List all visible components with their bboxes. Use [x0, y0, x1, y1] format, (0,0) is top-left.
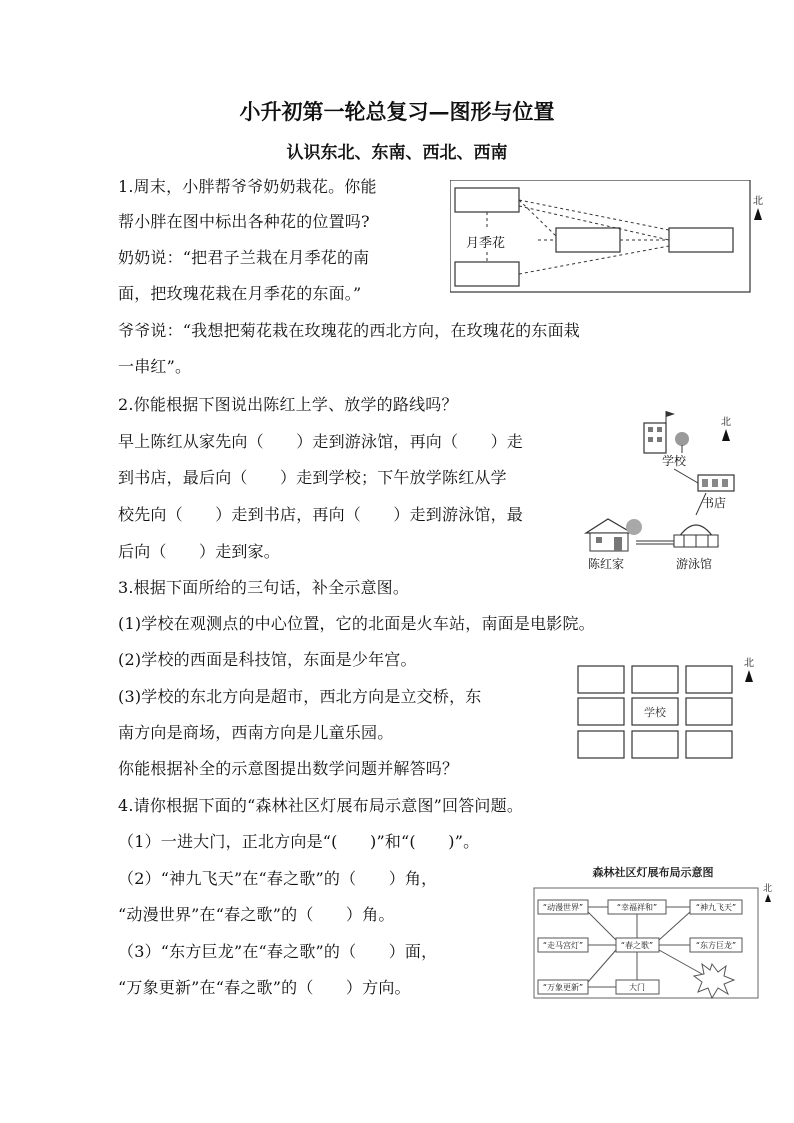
north-arrow-icon	[754, 208, 762, 220]
flower-box-middle[interactable]	[556, 228, 620, 252]
q2-line: 到书店，最后向（ ）走到学校；下午放学陈红从学	[118, 468, 507, 487]
home-house-icon	[586, 519, 642, 551]
north-arrow-icon	[765, 894, 771, 902]
pool-building-icon	[674, 525, 718, 547]
grid-cell-sw[interactable]	[578, 731, 624, 758]
flower-box-top[interactable]	[455, 188, 519, 212]
lantern-shenjiu-label: “神九飞天”	[695, 903, 737, 912]
q3-line: 3.根据下面所给的三句话，补全示意图。	[118, 578, 410, 597]
route-school-bookstore	[674, 469, 698, 483]
q3-grid-diagram	[574, 654, 774, 769]
grid-cell-w[interactable]	[578, 698, 624, 725]
grid-cell-n[interactable]	[632, 666, 678, 693]
north-label: 北	[753, 196, 763, 207]
north-label: 北	[721, 417, 731, 428]
page-title: 小升初第一轮总复习—图形与位置	[239, 99, 555, 124]
q1-line: 奶奶说：“把君子兰栽在月季花的南	[118, 248, 370, 267]
q3-line: (3)学校的东北方向是超市，西北方向是立交桥，东	[118, 687, 482, 706]
grid-cell-s[interactable]	[632, 731, 678, 758]
q4-line: （3）“东方巨龙”在“春之歌”的（ ）面，	[118, 942, 438, 961]
q2-line: 2.你能根据下图说出陈红上学、放学的路线吗？	[118, 395, 458, 414]
lantern-dongman-label: “动漫世界”	[542, 903, 584, 912]
grid-cell-se[interactable]	[686, 731, 732, 758]
north-arrow-icon	[745, 670, 753, 682]
north-label: 北	[744, 658, 754, 669]
grid-cell-e[interactable]	[686, 698, 732, 725]
q4-line: “动漫世界”在“春之歌”的（ ）角。	[118, 905, 395, 924]
q1-diagram	[450, 180, 770, 300]
q1-line: 一串红”。	[118, 357, 192, 376]
q4-line: （2）“神九飞天”在“春之歌”的（ ）角，	[118, 869, 438, 888]
q4-line: “万象更新”在“春之歌”的（ ）方向。	[118, 978, 411, 997]
lantern-map-title: 森林社区灯展布局示意图	[592, 866, 714, 879]
q4-line: （1）一进大门，正北方向是“( )”和“( )”。	[118, 832, 480, 851]
flower-box-bottom[interactable]	[455, 262, 519, 286]
q1-line: 面，把玫瑰花栽在月季花的东面。”	[118, 284, 362, 303]
home-label: 陈红家	[588, 557, 625, 571]
lantern-wanxiang-label: “万象更新”	[542, 983, 584, 992]
north-label: 北	[763, 884, 773, 894]
q4-lantern-map	[526, 858, 780, 1003]
school-label: 学校	[662, 454, 687, 468]
bookstore-label: 书店	[702, 496, 727, 510]
label-yuejihua: 月季花	[466, 236, 506, 251]
lantern-xingfu-label: “幸福祥和”	[616, 903, 658, 912]
grid-cell-ne[interactable]	[686, 666, 732, 693]
q3-line: 你能根据补全的示意图提出数学问题并解答吗？	[118, 759, 459, 778]
lantern-chunzhige-label: “春之歌”	[620, 941, 654, 950]
north-arrow-icon	[722, 429, 730, 441]
flower-box-right[interactable]	[669, 228, 733, 252]
pool-label: 游泳馆	[676, 557, 713, 571]
q2-line: 校先向（ ）走到书店，再向（ ）走到游泳馆，最	[118, 505, 524, 524]
q3-line: (2)学校的西面是科技馆，东面是少年宫。	[118, 650, 417, 669]
school-building-icon	[644, 411, 689, 453]
q1-line: 帮小胖在图中标出各种花的位置吗?	[118, 212, 370, 231]
q4-line: 4.请你根据下面的“森林社区灯展布局示意图”回答问题。	[118, 796, 524, 815]
lantern-damen-label: 大门	[629, 983, 645, 992]
q3-line: 南方向是商场，西南方向是儿童乐园。	[118, 723, 394, 742]
lantern-dongfang-label: “东方巨龙”	[695, 941, 737, 950]
grid-cell-nw[interactable]	[578, 666, 624, 693]
q2-line: 早上陈红从家先向（ ）走到游泳馆，再向（ ）走	[118, 432, 524, 451]
q1-line: 爷爷说：“我想把菊花栽在玫瑰花的西北方向，在玫瑰花的东面栽	[118, 321, 580, 340]
bookstore-icon	[698, 475, 734, 491]
q2-route-map	[580, 405, 780, 580]
grid-school-label: 学校	[644, 706, 666, 719]
page-subtitle: 认识东北、东南、西北、西南	[286, 143, 508, 163]
q2-line: 后向（ ）走到家。	[118, 542, 281, 561]
q1-line: 1.周末，小胖帮爷爷奶奶栽花。你能	[118, 177, 377, 196]
q3-line: (1)学校在观测点的中心位置，它的北面是火车站，南面是电影院。	[118, 614, 595, 633]
lantern-zouma-label: “走马宫灯”	[542, 941, 584, 950]
